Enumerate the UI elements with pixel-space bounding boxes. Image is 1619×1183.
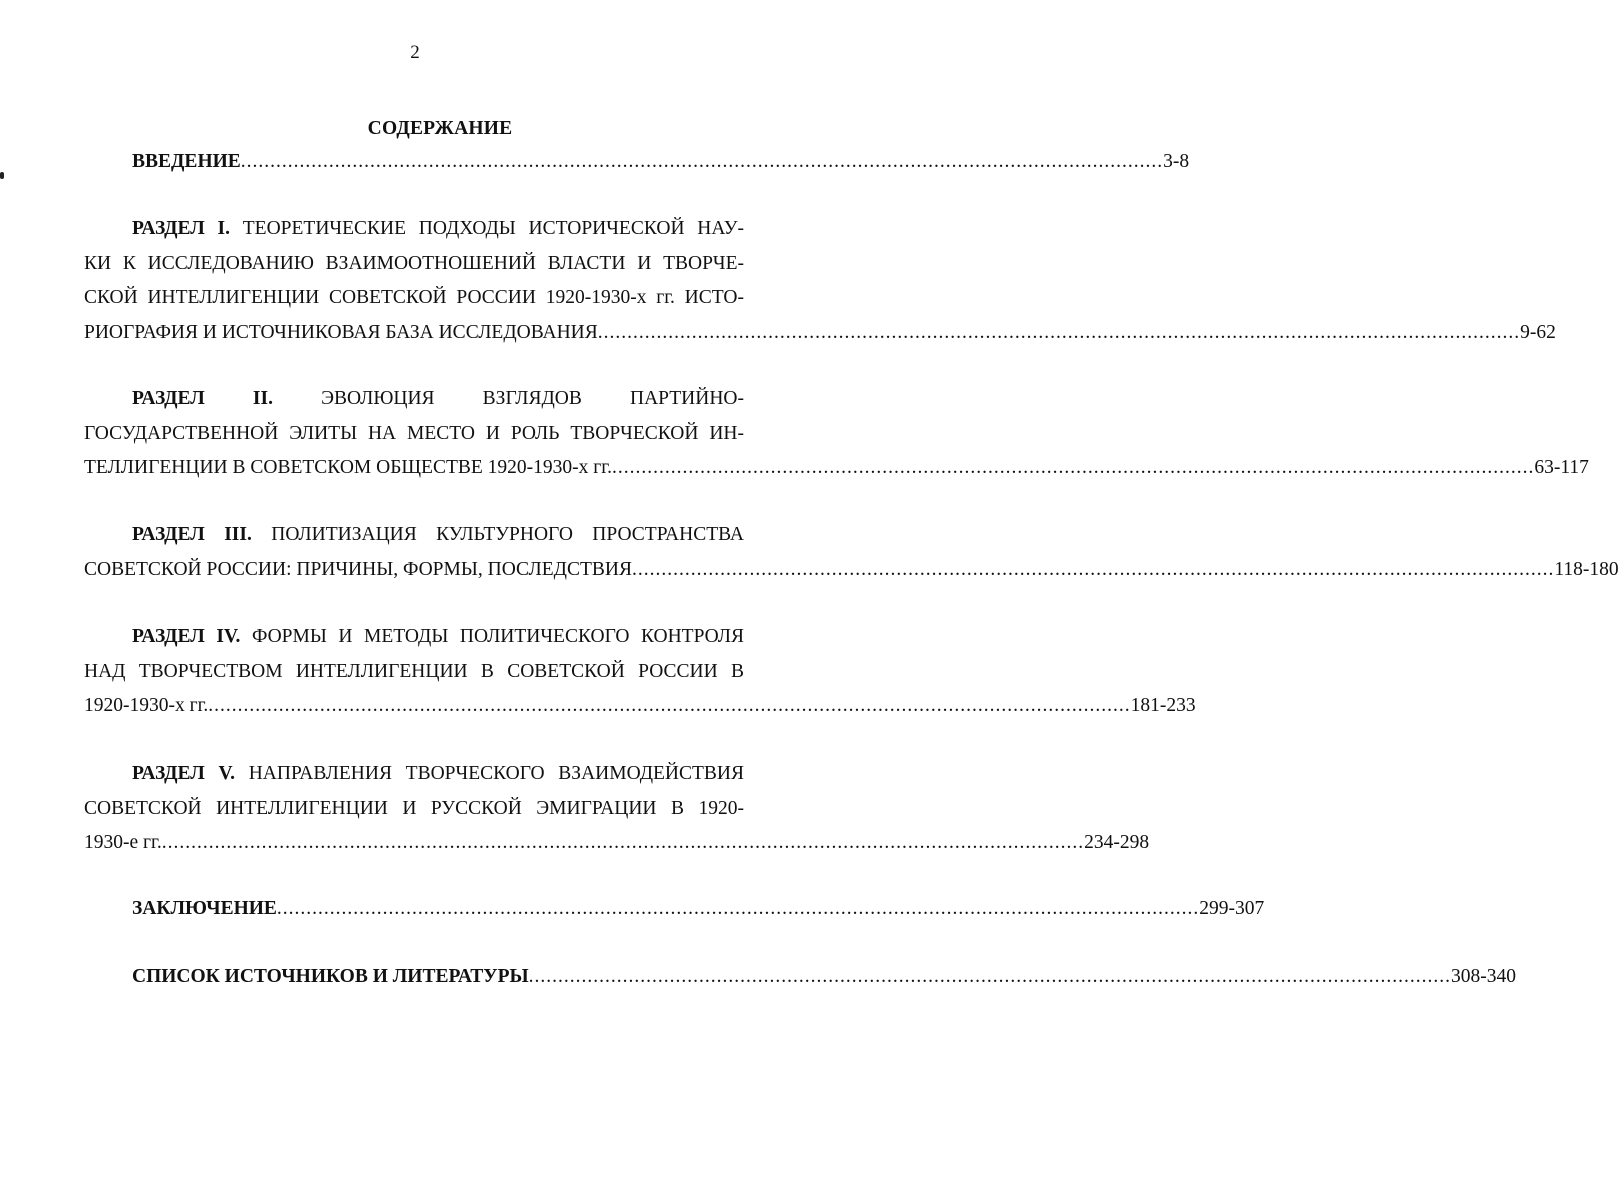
toc-entry-text: 1920-1930-х гг. — [84, 695, 209, 716]
toc-entry-line — [84, 892, 1265, 927]
toc-entry-line — [84, 960, 1517, 995]
toc-entry-line — [84, 316, 1556, 351]
toc-title: СОДЕРЖАНИЕ — [367, 118, 513, 139]
toc-leader: ............................................................................................................................................................. — [632, 558, 1555, 580]
toc-entry-label: ВВЕДЕНИЕ — [132, 151, 241, 172]
toc-entry-text: КИ К ИССЛЕДОВАНИЮ ВЗАИМООТНОШЕНИЙ ВЛАСТИ И ТВОРЧЕ- — [84, 252, 744, 274]
toc-entry-line — [84, 620, 744, 655]
toc-page-range: 234-298 — [1084, 832, 1150, 853]
toc-page-range: 299-307 — [1199, 898, 1265, 919]
toc-entry-section-1[interactable] — [84, 212, 1556, 350]
toc-entry-text: СКОЙ ИНТЕЛЛИГЕНЦИИ СОВЕТСКОЙ РОССИИ 1920-1930-х гг. ИСТО- — [84, 287, 744, 308]
toc-entry-line — [84, 689, 1196, 724]
toc-leader: ............................................................................................................................................................. — [276, 898, 1200, 919]
toc-entry-line — [84, 553, 1619, 588]
toc-entry-text: СОВЕТСКОЙ ИНТЕЛЛИГЕНЦИИ И РУССКОЙ ЭМИГРАЦИИ В 1920- — [84, 797, 744, 819]
toc-page-range: 308-340 — [1451, 966, 1517, 987]
toc-entry-label: РАЗДЕЛ II. — [132, 388, 273, 409]
toc-entry-text: ФОРМЫ И МЕТОДЫ ПОЛИТИЧЕСКОГО КОНТРОЛЯ — [251, 626, 745, 647]
toc-entry-line — [84, 212, 744, 247]
toc-entry-line — [84, 826, 1150, 861]
toc-entry-section-4[interactable] — [84, 620, 1196, 724]
toc-leader: ............................................................................................................................................................. — [528, 966, 1452, 987]
toc-entry-sources[interactable] — [84, 960, 1517, 995]
toc-entry-section-2[interactable] — [84, 382, 1589, 486]
toc-entry-text: ЭВОЛЮЦИЯ ВЗГЛЯДОВ ПАРТИЙНО- — [321, 388, 744, 409]
toc-entry-conclusion[interactable] — [84, 892, 1265, 927]
toc-entry-line — [84, 757, 744, 792]
toc-entry-intro[interactable] — [84, 145, 1190, 180]
toc-entry-label: РАЗДЕЛ I. — [132, 218, 231, 239]
toc-page-range: 9-62 — [1520, 321, 1556, 343]
toc-page-range: 63-117 — [1534, 457, 1589, 478]
toc-entry-text: 1930-е гг. — [84, 832, 162, 853]
toc-entry-line — [84, 655, 744, 690]
toc-entry-line — [84, 145, 1190, 180]
toc-entry-text: СОВЕТСКОЙ РОССИИ: ПРИЧИНЫ, ФОРМЫ, ПОСЛЕДСТВИЯ — [84, 558, 632, 580]
toc-entry-label: РАЗДЕЛ V. — [132, 763, 235, 784]
toc-entry-text: РИОГРАФИЯ И ИСТОЧНИКОВАЯ БАЗА ИССЛЕДОВАНИЯ — [84, 321, 598, 343]
toc-entry-text: НАПРАВЛЕНИЯ ТВОРЧЕСКОГО ВЗАИМОДЕЙСТВИЯ — [248, 763, 744, 784]
toc-page-range: 3-8 — [1163, 151, 1190, 172]
page-number: 2 — [410, 42, 420, 63]
toc-entry-text: ПОЛИТИЗАЦИЯ КУЛЬТУРНОГО ПРОСТРАНСТВА — [271, 524, 744, 545]
toc-entry-line — [84, 417, 744, 452]
scan-speck — [0, 172, 4, 179]
toc-entry-section-5[interactable] — [84, 757, 1150, 861]
toc-leader: ............................................................................................................................................................. — [208, 695, 1131, 716]
toc-page-range: 181-233 — [1130, 695, 1196, 716]
toc-entry-line — [84, 451, 1589, 486]
toc-entry-label: ЗАКЛЮЧЕНИЕ — [132, 898, 277, 919]
toc-page-range: 118-180 — [1554, 558, 1619, 580]
toc-entry-label: РАЗДЕЛ IV. — [132, 626, 241, 647]
toc-entry-text: ТЕОРЕТИЧЕСКИЕ ПОДХОДЫ ИСТОРИЧЕСКОЙ НАУ- — [242, 218, 745, 239]
toc-entry-line — [84, 281, 744, 316]
toc-entry-line — [84, 247, 744, 282]
toc-entry-text: НАД ТВОРЧЕСТВОМ ИНТЕЛЛИГЕНЦИИ В СОВЕТСКОЙ РОССИИ В — [84, 660, 744, 682]
toc-entry-section-3[interactable] — [84, 518, 1619, 587]
toc-entry-line — [84, 792, 744, 827]
toc-entry-label: СПИСОК ИСТОЧНИКОВ И ЛИТЕРАТУРЫ — [132, 966, 529, 987]
toc-entry-text: ГОСУДАРСТВЕННОЙ ЭЛИТЫ НА МЕСТО И РОЛЬ ТВОРЧЕСКОЙ ИН- — [84, 422, 744, 444]
toc-entry-text: ТЕЛЛИГЕНЦИИ В СОВЕТСКОМ ОБЩЕСТВЕ 1920-1930-х гг. — [84, 457, 612, 478]
toc-leader: ............................................................................................................................................................. — [161, 832, 1085, 853]
toc-entry-label: РАЗДЕЛ III. — [132, 524, 252, 545]
toc-entry-line — [84, 382, 744, 417]
toc-entry-line — [84, 518, 744, 553]
toc-leader: ............................................................................................................................................................. — [611, 457, 1535, 478]
toc-leader: ............................................................................................................................................................. — [240, 151, 1164, 172]
toc-leader: ............................................................................................................................................................. — [597, 321, 1521, 343]
